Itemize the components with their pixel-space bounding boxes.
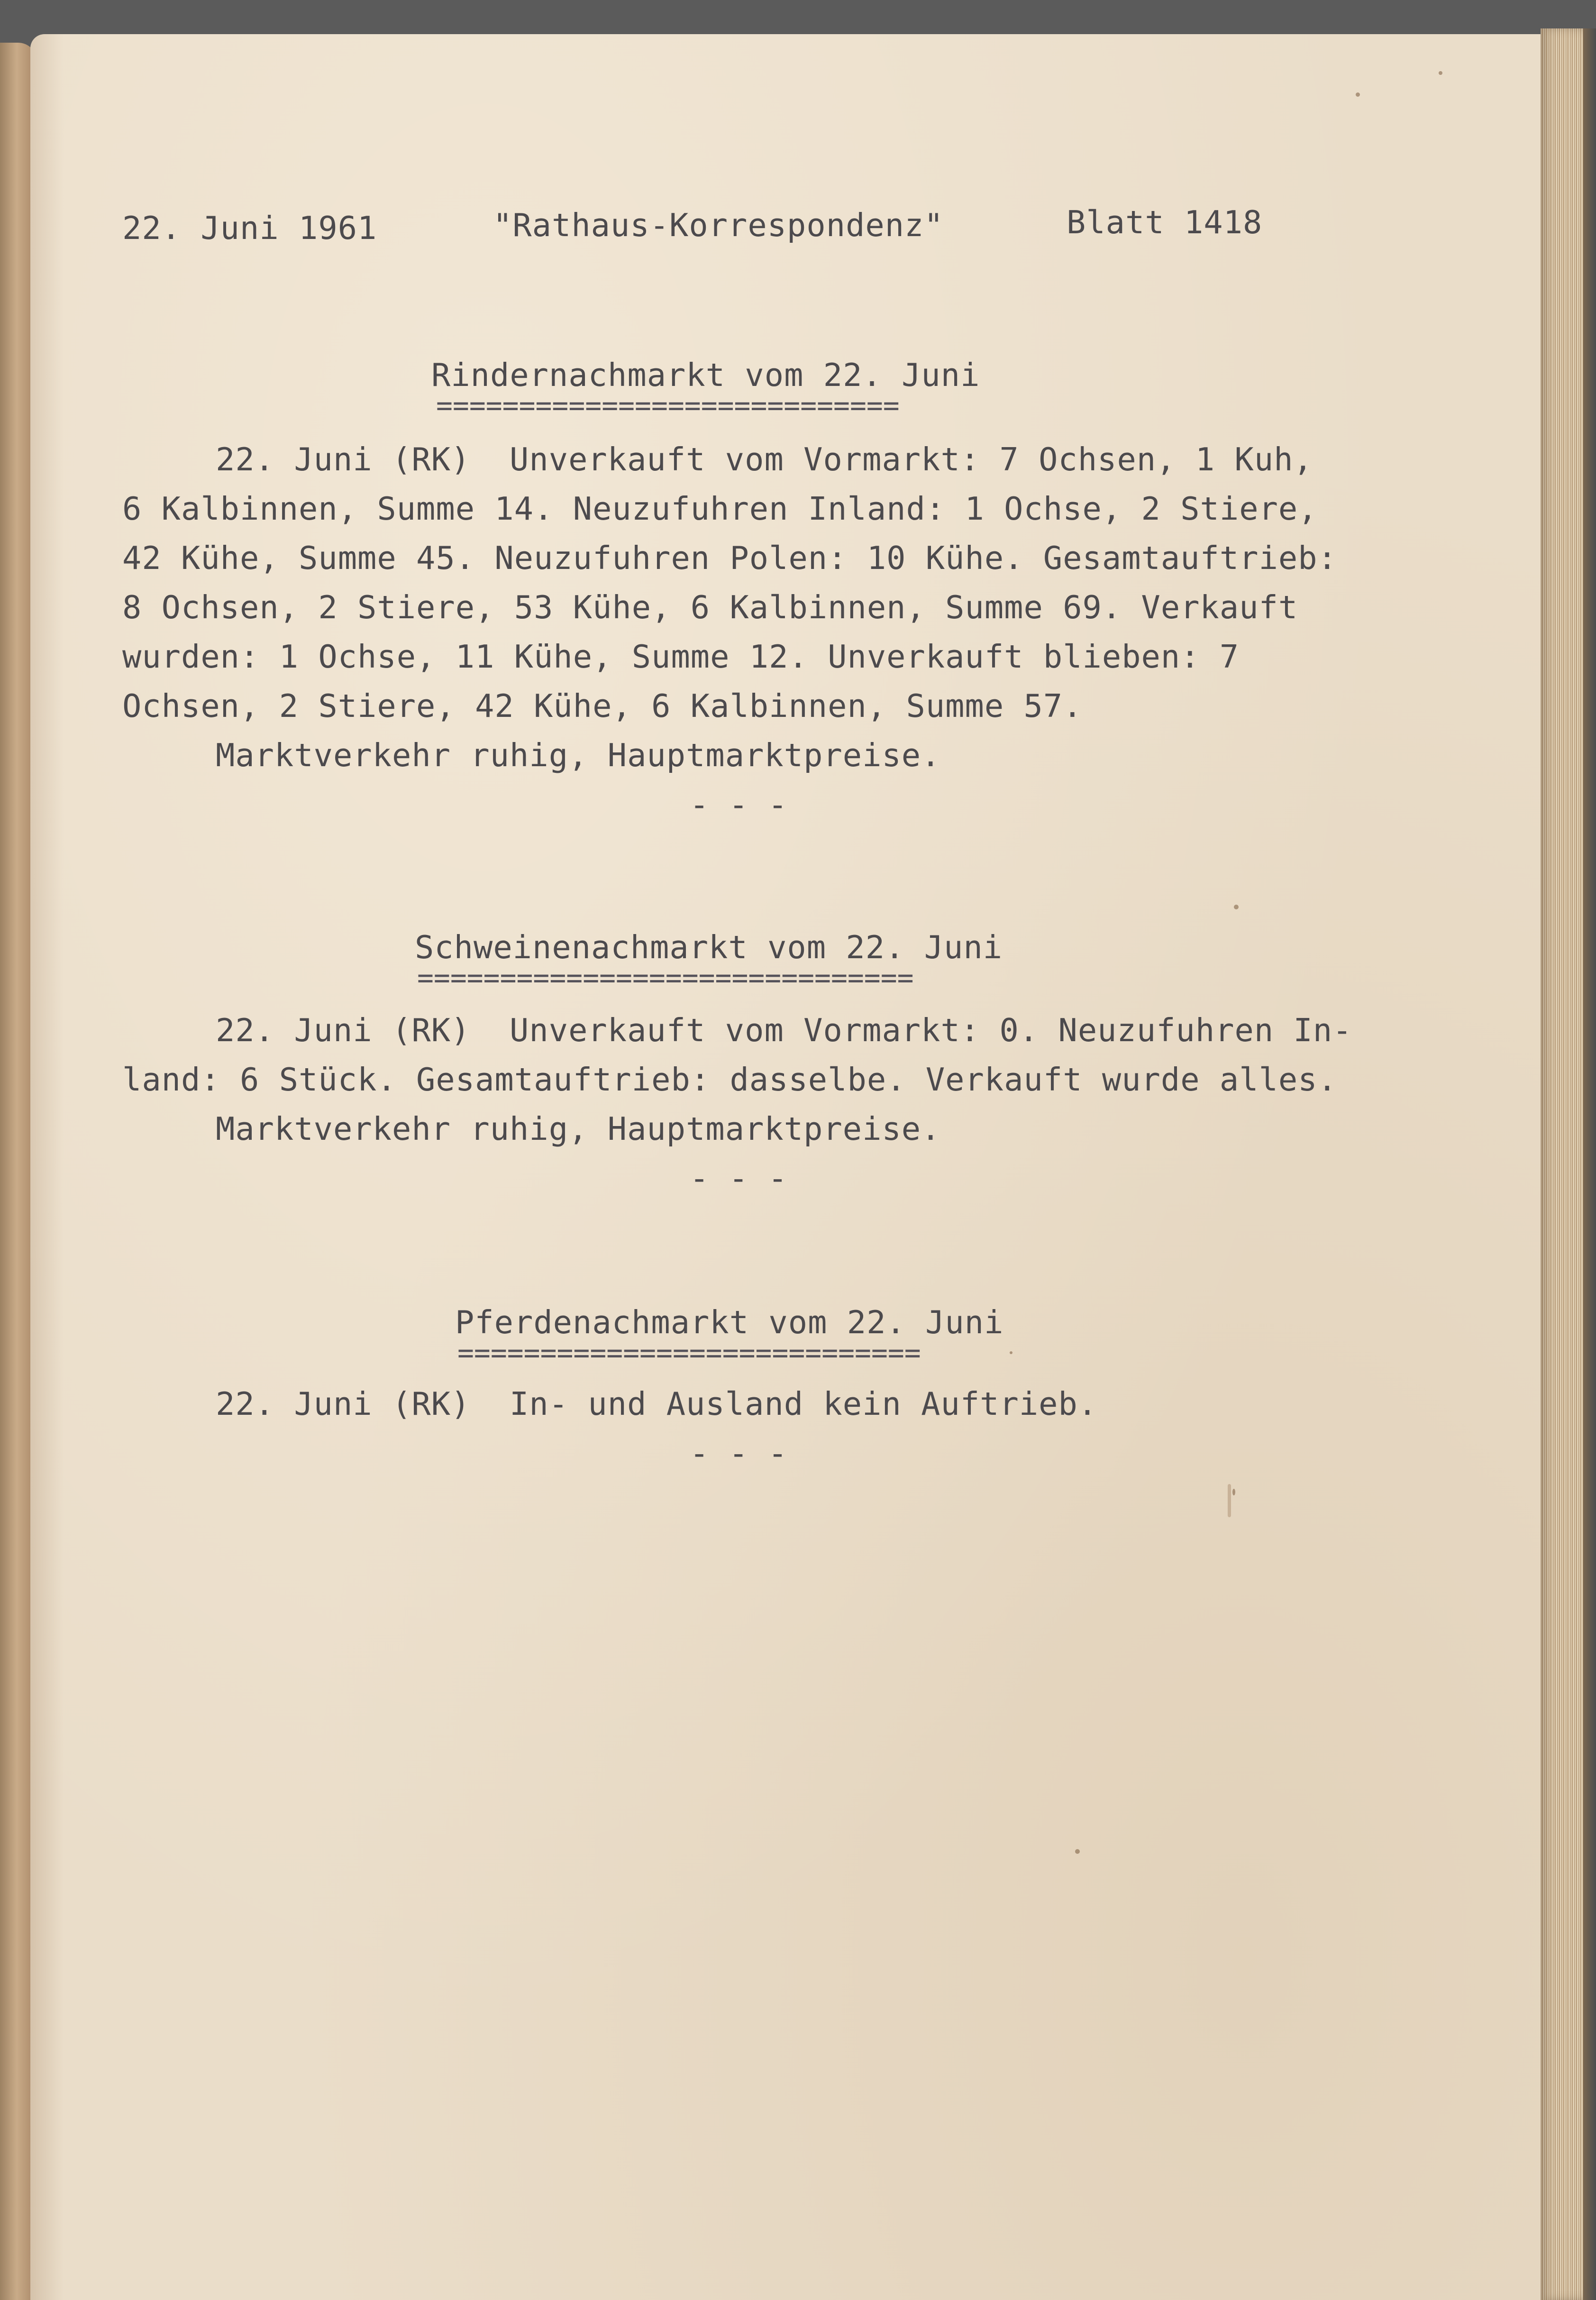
- paper-speck: [1439, 71, 1442, 75]
- section-underline-schweine: ==============================: [417, 962, 914, 994]
- page-edge-shadow: [1583, 28, 1596, 2300]
- paper-speck: [1356, 92, 1360, 97]
- text-line: 22. Juni (RK) In- und Ausland kein Auftrieb.: [216, 1385, 1098, 1422]
- text-line: 22. Juni (RK) Unverkauft vom Vormarkt: 7 Ochsen, 1 Kuh,: [216, 441, 1313, 478]
- section-separator: - - -: [690, 1160, 788, 1197]
- text-line: 8 Ochsen, 2 Stiere, 53 Kühe, 6 Kalbinnen, Summe 69. Verkauft: [122, 589, 1298, 626]
- text-line: Marktverkehr ruhig, Hauptmarktpreise.: [216, 1110, 941, 1147]
- text-line: land: 6 Stück. Gesamtauftrieb: dasselbe. Verkauft wurde alles.: [122, 1061, 1337, 1098]
- header-publication: "Rathaus-Korrespondenz": [493, 207, 944, 244]
- section-underline-pferde: ============================: [457, 1337, 921, 1369]
- paper-speck: [1228, 1484, 1231, 1517]
- section-title-pferde: Pferdenachmarkt vom 22. Juni: [455, 1304, 1004, 1341]
- text-line: Marktverkehr ruhig, Hauptmarktpreise.: [216, 737, 941, 774]
- section-title-schweine: Schweinenachmarkt vom 22. Juni: [415, 929, 1003, 966]
- text-line: 22. Juni (RK) Unverkauft vom Vormarkt: 0. Neuzufuhren In-: [216, 1012, 1352, 1049]
- text-line: wurden: 1 Ochse, 11 Kühe, Summe 12. Unverkauft blieben: 7: [122, 638, 1240, 675]
- section-title-rinder: Rindernachmarkt vom 22. Juni: [431, 357, 980, 394]
- paper-speck: [1234, 905, 1239, 909]
- paper-speck: [1232, 1489, 1235, 1495]
- paper-speck: [1075, 1849, 1080, 1854]
- section-separator: - - -: [690, 786, 788, 823]
- text-line: 6 Kalbinnen, Summe 14. Neuzufuhren Inland: 1 Ochse, 2 Stiere,: [122, 490, 1318, 527]
- paper-speck: [1010, 1351, 1012, 1354]
- section-separator: - - -: [690, 1435, 788, 1472]
- header-date: 22. Juni 1961: [122, 210, 377, 247]
- section-underline-rinder: ============================: [436, 389, 900, 422]
- text-line: 42 Kühe, Summe 45. Neuzufuhren Polen: 10 Kühe. Gesamtauftrieb:: [122, 540, 1337, 577]
- text-line: Ochsen, 2 Stiere, 42 Kühe, 6 Kalbinnen, Summe 57.: [122, 687, 1083, 724]
- header-sheet-number: Blatt 1418: [1067, 204, 1263, 241]
